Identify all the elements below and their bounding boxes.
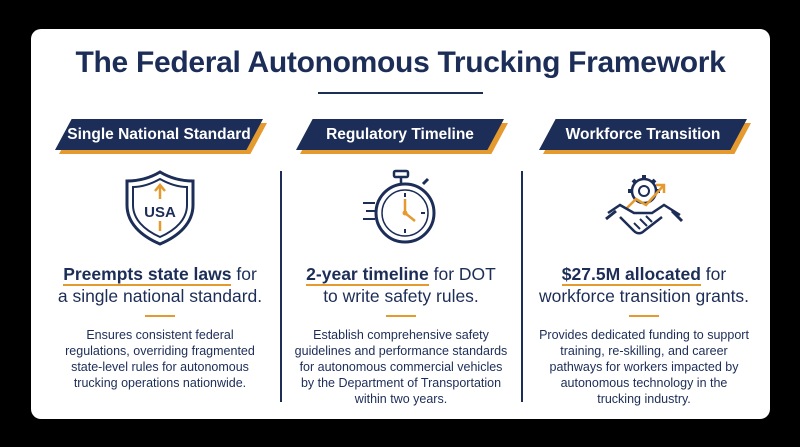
accent-rule	[386, 315, 416, 317]
body-text: Establish comprehensive safety guidelines and performance standards for autonomous commercial vehicles by the Department of Transportation within two years.	[294, 328, 508, 406]
headline	[284, 263, 518, 307]
handshake-gear-icon	[604, 169, 684, 247]
column-divider	[521, 171, 523, 402]
shield-usa-icon	[120, 169, 200, 247]
headline-text-line2: a single national standard.	[57, 286, 263, 306]
body-text: Provides dedicated funding to support training, re-skilling, and career pathways for workers impacted by autonomous technology in the trucking industry.	[539, 328, 749, 406]
stopwatch-icon	[361, 169, 441, 247]
column-national-standard	[43, 119, 277, 409]
accent-rule	[145, 315, 175, 317]
column-workforce-transition	[527, 119, 761, 409]
headline-highlight: Preempts state laws	[63, 264, 232, 284]
headline	[43, 263, 277, 307]
headline-highlight: 2-year timeline	[306, 264, 429, 284]
title-underline	[318, 92, 483, 94]
column-divider	[280, 171, 282, 402]
headline-text: for	[231, 264, 257, 284]
headline-text: for DOT	[428, 264, 496, 284]
accent-rule	[629, 315, 659, 317]
infographic-card	[31, 29, 770, 419]
section-banner	[539, 119, 751, 153]
section-banner	[55, 119, 267, 153]
section-heading: Single National Standard	[67, 126, 251, 143]
page-title: The Federal Autonomous Trucking Framework	[75, 46, 726, 79]
section-banner	[296, 119, 508, 153]
section-heading: Regulatory Timeline	[326, 126, 474, 143]
section-heading: Workforce Transition	[565, 126, 721, 143]
column-regulatory-timeline	[284, 119, 518, 409]
headline-text-line2: to write safety rules.	[323, 286, 479, 306]
headline	[527, 263, 761, 307]
shield-label: USA	[144, 204, 176, 221]
headline-text: for	[700, 264, 727, 284]
headline-highlight: $27.5M allocated	[561, 264, 701, 284]
body-text: Ensures consistent federal regulations, overriding fragmented state-level rules for autonomous trucking operations nationwide.	[65, 328, 255, 390]
headline-text-line2: workforce transition grants.	[538, 286, 750, 306]
